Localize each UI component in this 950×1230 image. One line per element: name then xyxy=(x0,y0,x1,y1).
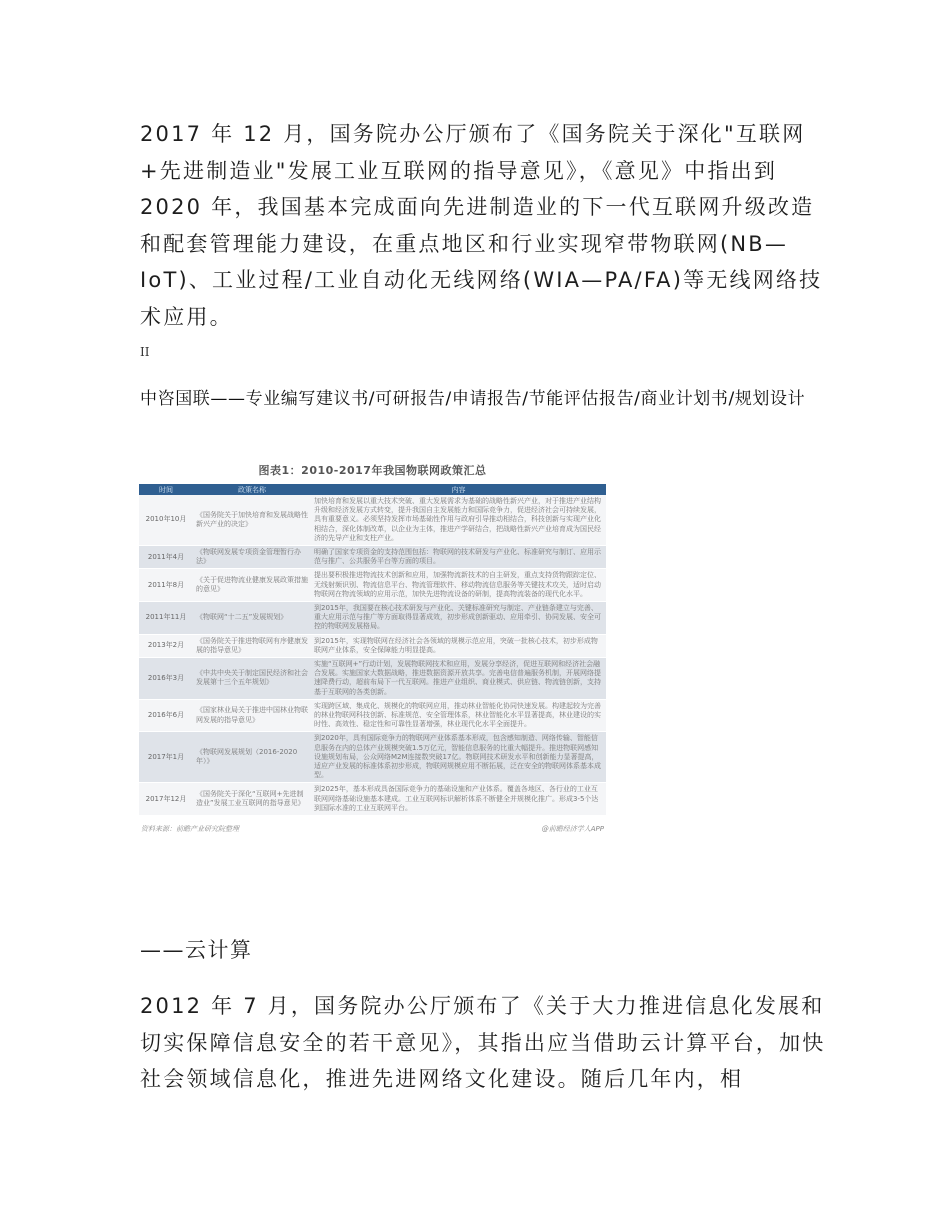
table-row xyxy=(139,634,606,657)
section-marker: II xyxy=(140,345,150,359)
cell-time: 2016年3月 xyxy=(139,658,193,700)
table-row xyxy=(139,569,606,602)
cell-content: 提出要积极推进物流技术创新和应用，加强物流新技术的自主研发，重点支持货物跟踪定位、无线射频识别、物流信息平台、物流管理软件、移动物流信息服务等关键技术攻关，适时启动物联网在物流领域的应用示范，加快先进物流设备的研制，提高物流装备的现代化水平。 xyxy=(311,569,606,602)
cell-policy: 《关于促进物流业健康发展政策措施的意见》 xyxy=(193,569,311,602)
cell-policy: 《国务院关于深化“互联网+先进制造业”发展工业互联网的指导意见》 xyxy=(193,783,311,816)
cell-content: 实现跨区域、集成化、规模化的物联网应用，推动林业智能化协同快速发展。构建起较为完善的林业物联网科技创新、标准规范、安全管理体系，林业智能化水平显著提高，林业建设的实时性、高效性、稳定性和可靠性显著增强，林业现代化水平全面提升。 xyxy=(311,699,606,732)
cell-time: 2011年4月 xyxy=(139,546,193,569)
promo-line: 中咨国联——专业编写建议书/可研报告/申请报告/节能评估报告/商业计划书/规划设计 xyxy=(140,389,806,409)
table-row xyxy=(139,658,606,700)
table-row xyxy=(139,732,606,783)
cell-time: 2016年6月 xyxy=(139,699,193,732)
cell-content: 加快培育和发展以重大技术突破、重大发展需求为基础的战略性新兴产业，对于推进产业结构升级和经济发展方式转变，提升我国自主发展能力和国际竞争力，促进经济社会可持续发展，具有重要意义。必须坚持发挥市场基础性作用与政府引导推动相结合，科技创新与实现产业化相结合，深化体制改革，以企业为主体，推进产学研结合，把战略性新兴产业培育成为国民经济的先导产业和支柱产业。 xyxy=(311,495,606,546)
table-row xyxy=(139,602,606,635)
cell-policy: 《物联网发展规划（2016-2020年）》 xyxy=(193,732,311,783)
cloud-paragraph: 2012 年 7 月，国务院办公厅颁布了《关于大力推进信息化发展和切实保障信息安全的若干意见》，其指出应当借助云计算平台，加快社会领域信息化，推进先进网络文化建设。随后几年内，相 xyxy=(140,994,826,1091)
cell-time: 2017年1月 xyxy=(139,732,193,783)
cell-time: 2011年8月 xyxy=(139,569,193,602)
cell-policy: 《国务院关于加快培育和发展战略性新兴产业的决定》 xyxy=(193,495,311,546)
intro-paragraph: 2017 年 12 月，国务院办公厅颁布了《国务院关于深化"互联网+先进制造业"发展工业互联网的指导意见》，《意见》中指出到 2020 年，我国基本完成面向先进制造业的下一代互联网升级改造和配套管理能力建设，在重点地区和行业实现窄带物联网(NB—IoT)、工业过程/工业自动化无线网络(WIA—PA/FA)等无线网络技术应用。 xyxy=(140,122,823,329)
cell-policy: 《中共中央关于制定国民经济和社会发展第十三个五年规划》 xyxy=(193,658,311,700)
cell-content: 实施“互联网+”行动计划，发展物联网技术和应用，发展分享经济，促进互联网和经济社会融合发展。实施国家大数据战略，推进数据资源开放共享。完善电信普遍服务机制，开展网络提速降费行动，超前布局下一代互联网。推进产业组织、商业模式、供应链、物流链创新，支持基于互联网的各类创新。 xyxy=(311,658,606,700)
cell-time: 2011年11月 xyxy=(139,602,193,635)
section-heading: ——云计算 xyxy=(140,938,253,962)
cell-time: 2017年12月 xyxy=(139,783,193,816)
cell-policy: 《国家林业局关于推进中国林业物联网发展的指导意见》 xyxy=(193,699,311,732)
header-time: 时间 xyxy=(139,484,193,495)
policy-table-figure xyxy=(139,458,606,908)
cell-content: 到2015年，我国要在核心技术研发与产业化、关键标准研究与制定、产业链条建立与完善、重大应用示范与推广等方面取得显著成效，初步形成创新驱动、应用牵引、协同发展、安全可控的物联网发展格局。 xyxy=(311,602,606,635)
cell-time: 2010年10月 xyxy=(139,495,193,546)
cell-policy: 《国务院关于推进物联网有序健康发展的指导意见》 xyxy=(193,634,311,657)
table-row xyxy=(139,699,606,732)
figure-source: 资料来源：前瞻产业研究院整理 xyxy=(141,825,239,834)
cell-time: 2013年2月 xyxy=(139,634,193,657)
cell-policy: 《物联网“十二五”发展规划》 xyxy=(193,602,311,635)
figure-watermark: @前瞻经济学人APP xyxy=(541,825,604,834)
cell-policy: 《物联网发展专项资金管理暂行办法》 xyxy=(193,546,311,569)
cell-content: 到2020年，具有国际竞争力的物联网产业体系基本形成，包含感知制造、网络传输、智能信息服务在内的总体产业规模突破1.5万亿元，智能信息服务的比重大幅提升。推进物联网感知设施规划布局，公众网络M2M连接数突破17亿。物联网技术研发水平和创新能力显著提高，适应产业发展的标准体系初步形成，物联网规模应用不断拓展，泛在安全的物联网体系基本成型。 xyxy=(311,732,606,783)
figure-footer xyxy=(139,824,606,834)
header-policy: 政策名称 xyxy=(193,484,311,495)
policy-table xyxy=(139,484,606,816)
table-row xyxy=(139,495,606,546)
header-content: 内容 xyxy=(311,484,606,495)
table-header-row xyxy=(139,484,606,495)
cell-content: 明确了国家专项资金的支持范围包括：物联网的技术研发与产业化、标准研究与制订、应用示范与推广、公共服务平台等方面的项目。 xyxy=(311,546,606,569)
cell-content: 到2025年，基本形成具备国际竞争力的基础设施和产业体系。覆盖各地区、各行业的工业互联网网络基础设施基本建成。工业互联网标识解析体系不断健全并规模化推广。形成3-5个达到国际水准的工业互联网平台。 xyxy=(311,783,606,816)
cell-content: 到2015年，实现物联网在经济社会各领域的规模示范应用，突破一批核心技术，初步形成物联网产业体系，安全保障能力明显提高。 xyxy=(311,634,606,657)
table-row xyxy=(139,546,606,569)
figure-title: 图表1：2010-2017年我国物联网政策汇总 xyxy=(258,464,487,477)
table-row xyxy=(139,783,606,816)
